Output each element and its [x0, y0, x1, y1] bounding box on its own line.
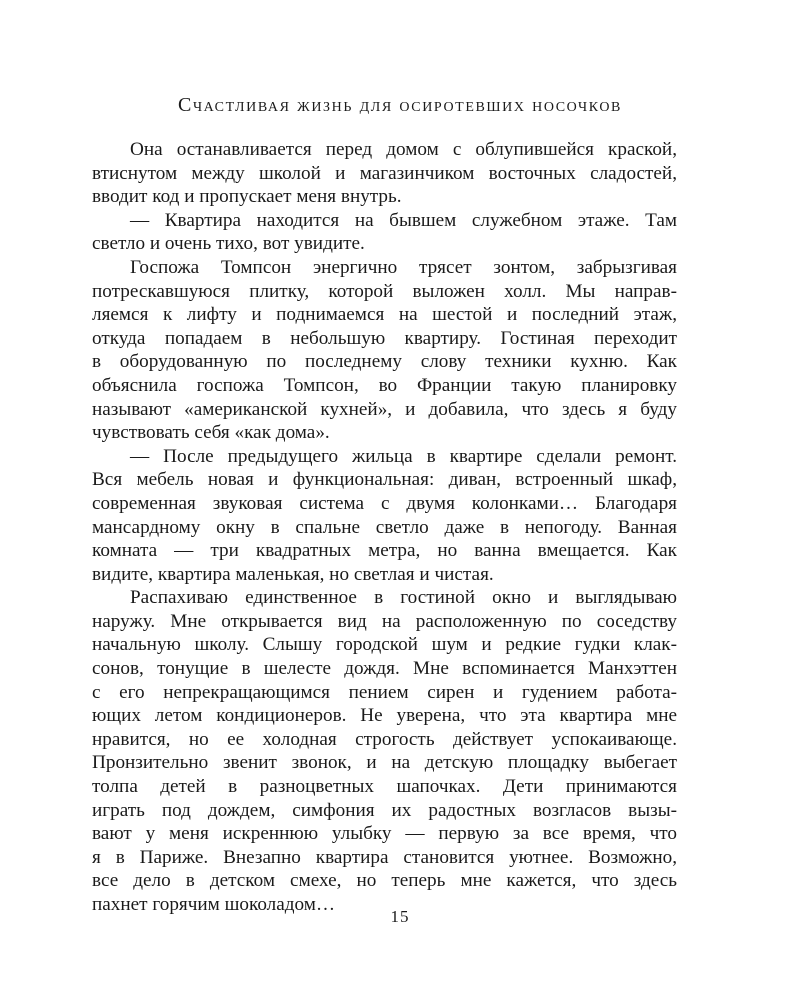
text-line: Пронзительно звенит звонок, и на детскую площадку выбегает: [92, 752, 677, 774]
text-line: с его непрекращающимся пением сирен и гудением работа-: [92, 681, 677, 703]
text-line: я в Париже. Внезапно квартира становится уютнее. Возможно,: [92, 846, 677, 868]
running-head: Счастливая жизнь для осиротевших носочков: [178, 94, 622, 116]
text-line: называют «американской кухней», и добавила, что здесь я буду: [92, 398, 677, 420]
text-line: втиснутом между школой и магазинчиком восточных сладостей,: [92, 162, 677, 184]
body-text: [92, 138, 677, 917]
text-line: нравится, но ее холодная строгость действует успокаивающе.: [92, 728, 677, 750]
text-line: мансардному окну в спальне светло даже в непогоду. Ванная: [92, 516, 677, 538]
text-line: все дело в детском смехе, но теперь мне кажется, что здесь: [92, 870, 677, 892]
text-line: потрескавшуюся плитку, которой выложен холл. Мы направ-: [92, 280, 677, 302]
text-line: видите, квартира маленькая, но светлая и чистая.: [92, 563, 494, 585]
text-line: комната — три квадратных метра, но ванна вмещается. Как: [92, 540, 677, 562]
text-line: светло и очень тихо, вот увидите.: [92, 233, 365, 255]
text-line: начальную школу. Слышу городской шум и редкие гудки клак-: [92, 634, 677, 656]
text-line: вводит код и пропускает меня внутрь.: [92, 186, 402, 208]
text-line: в оборудованную по последнему слову техники кухню. Как: [92, 351, 677, 373]
text-line: современная звуковая система с двумя колонками… Благодаря: [92, 492, 677, 514]
text-line: Вся мебель новая и функциональная: диван, встроенный шкаф,: [92, 469, 677, 491]
text-line: ющих летом кондиционеров. Не уверена, что эта квартира мне: [92, 705, 677, 727]
text-line: Распахиваю единственное в гостиной окно и выглядываю: [130, 587, 677, 609]
text-line: откуда попадаем в небольшую квартиру. Гостиная переходит: [92, 327, 677, 349]
text-line: пахнет горячим шоколадом…: [92, 894, 336, 915]
page-number: 15: [390, 907, 410, 926]
text-line: вают у меня искреннюю улыбку — первую за все время, что: [92, 823, 677, 845]
text-line: объяснила госпожа Томпсон, во Франции такую планировку: [92, 374, 677, 396]
text-line: Она останавливается перед домом с облупившейся краской,: [130, 139, 677, 160]
text-line: ляемся к лифту и поднимаемся на шестой и последний этаж,: [92, 304, 677, 326]
text-line: сонов, тонущие в шелесте дождя. Мне вспоминается Манхэттен: [92, 658, 677, 680]
text-line: — Квартира находится на бывшем служебном этаже. Там: [130, 209, 677, 231]
text-line: наружу. Мне открывается вид на расположенную по соседству: [92, 610, 677, 632]
text-line: чувствовать себя «как дома».: [92, 422, 330, 444]
text-line: толпа детей в разноцветных шапочках. Дети принимаются: [92, 776, 677, 798]
text-line: — После предыдущего жильца в квартире сделали ремонт.: [130, 445, 677, 467]
text-line: Госпожа Томпсон энергично трясет зонтом, забрызгивая: [130, 256, 677, 278]
text-line: играть под дождем, симфония их радостных возгласов вызы-: [92, 799, 677, 821]
